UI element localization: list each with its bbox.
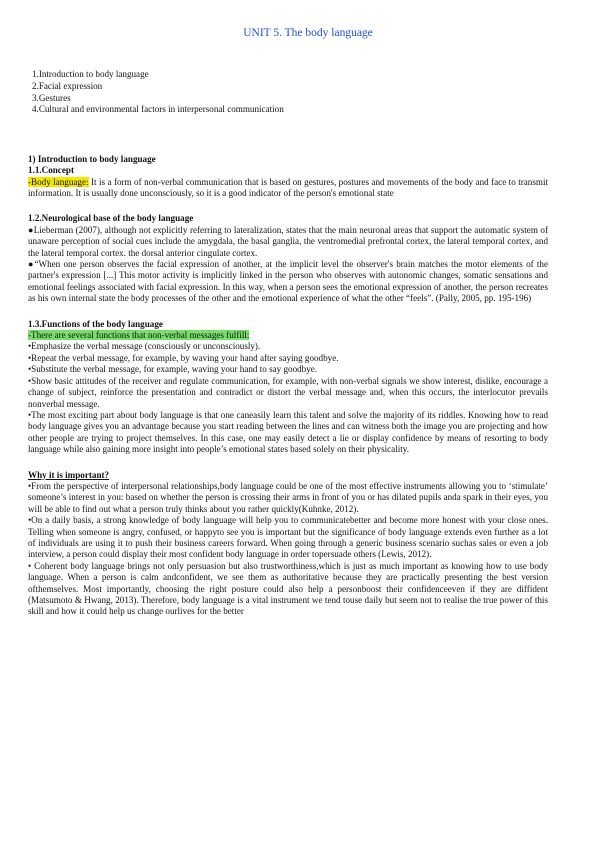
neuro-heading: 1.2.Neurological base of the body language — [28, 213, 194, 224]
list-item: • Coherent body language brings not only persuasion but also trustworthiness,which is just as much important as knowing how to use body language. When a person is calm andconfident, we see them as authoritative because they are practically presenting the best version ofthemselves. Most importantly, choosing the right posture could also help a personboost their confidenceeven if they are diffident (Matsumoto & Hwang, 2013). Therefore, body language is a vital instrument we tend touse daily but seem not to realise the true power of this skill and how it could help us change ourlives for the better — [28, 560, 548, 617]
section-heading: 1) Introduction to body language — [28, 153, 156, 164]
concept-text: It is a form of non-verbal communication that is based on gestures, postures and movements of the body and face to transmit information. It is usually done unconsciously, so it is a good indicator of the person's emotional state — [28, 176, 549, 198]
functions-intro: -There are several functions that non-verbal messages fulfill: — [28, 330, 250, 341]
page-title: UNIT 5. The body language — [243, 27, 373, 39]
toc-item: 3.Gestures — [32, 92, 71, 103]
list-item: •From the perspective of interpersonal relationships,body language could be one of the most effective instruments allowing you to ‘stimulate’ someone’s interest in you: based on whether the person is crossing their arms in front of you or has dilated pupils anda spark in their eyes, you will be able to find out what a person truly thinks about you rather quickly(Kuhnke, 2012). — [28, 480, 548, 514]
list-item: •The most exciting part about body language is that one caneasily learn this talent and solve the majority of its riddles. Knowing how to read body language gives you an advantage because you start reading between the lines and can witness both the image you are projecting and how other people are trying to project themselves. In this case, one may easily detect a lie or display confidence by means of resorting to body language while also gaining more insight into people’s emotional states based solely on their physicality. — [28, 409, 548, 455]
concept-paragraph — [28, 177, 548, 200]
toc-item: 2.Facial expression — [32, 81, 103, 91]
table-of-contents — [32, 69, 548, 115]
list-item: •Substitute the verbal message, for example, waving your hand to say goodbye. — [28, 364, 318, 375]
functions-heading: 1.3.Functions of the body language — [28, 318, 163, 329]
toc-item: 4.Cultural and environmental factors in interpersonal communication — [32, 104, 284, 115]
list-item: •On a daily basis, a strong knowledge of body language will help you to communicatebetter and become more honest with your close ones. Telling when someone is angry, confused, or happyto see you is important but the significance of body language extends even further as a lot of individuals are using it to push their business careers forward. When going through a generic business scenario suchas sales or even a job interview, a person could display their most confident body language in order topersuade others (Lewis, 2012). — [28, 515, 548, 560]
toc-item: 1.Introduction to body language — [32, 69, 149, 80]
concept-term: -Body language: — [28, 176, 89, 187]
concept-heading: 1.1.Concept — [28, 165, 74, 176]
list-item: •Show basic attitudes of the receiver and regulate communication, for example, with non-verbal signals we show interest, dislike, encourage a change of subject, reinforce the presentation and contradict or distort the verbal message and, when this occurs, the interlocutor prevails nonverbal message. — [28, 375, 548, 409]
list-item: •Emphasize the verbal message (consciously or unconsciously). — [28, 341, 261, 352]
why-heading: Why it is important? — [28, 469, 110, 480]
neuro-paragraph: ●Lieberman (2007), although not explicitly referring to lateralization, states that the main neuronal areas that support the automatic system of unaware perception of social cues include the amygdala, the basal ganglia, the ventromedial prefrontal cortex, the lateral temporal cortex, and the lateral temporal cortex. the dorsal anterior cingulate cortex. — [28, 224, 548, 258]
list-item: •Repeat the verbal message, for example, by waving your hand after saying goodbye. — [28, 352, 339, 363]
neuro-paragraph: ●“When one person observes the facial expression of another, at the implicit level the observer's brain matches the motor elements of the partner's expression [...] This motor activity is implicitly linked in the person who observes with autonomic changes, somatic sensations and emotional feelings associated with facial expression. In this way, when a person sees the emotional expression of another, the person recreates as his own internal state the body processes of the other and the emotional experience of what the other “feels”. (Pally, 2005, pp. 195-196) — [28, 259, 548, 304]
